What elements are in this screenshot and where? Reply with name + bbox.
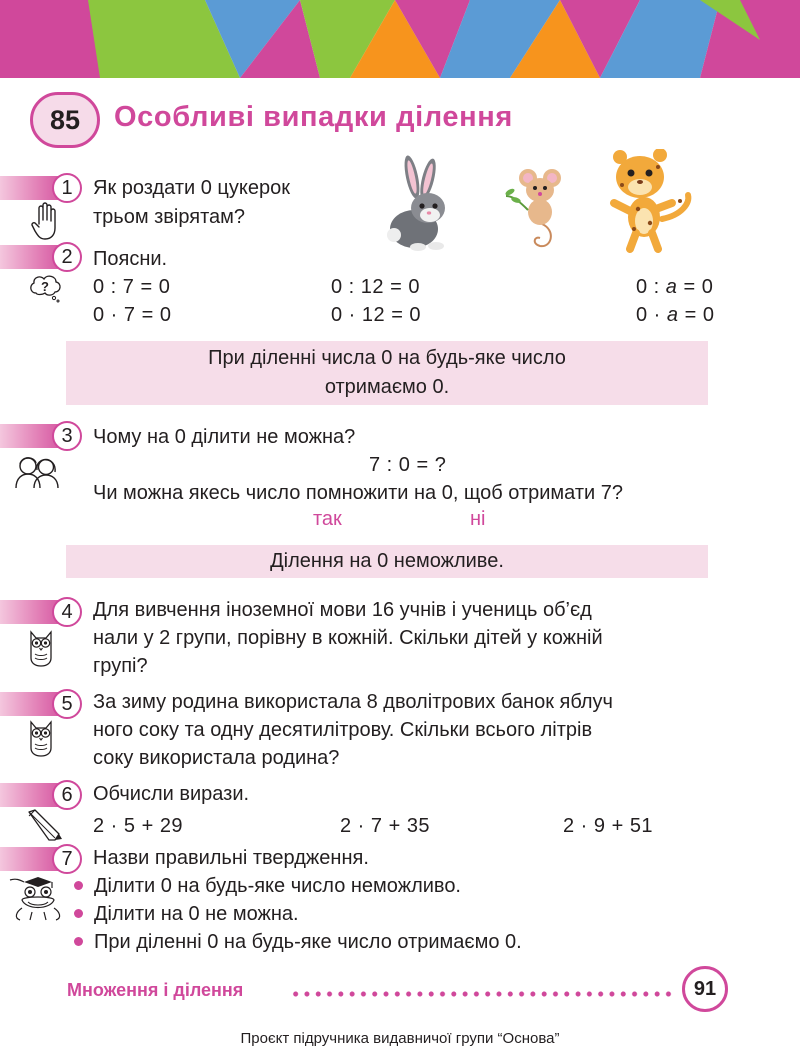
task-3-expression: 7 : 0 = ? <box>369 454 447 476</box>
expr-0-mul-a-prefix: 0 · <box>636 304 667 326</box>
statements-list <box>72 872 522 956</box>
expr-0-div-a-variable: a <box>665 276 678 298</box>
page-number <box>682 966 728 1012</box>
rule-box-division-by-zero: Ділення на 0 неможливе. <box>66 545 708 578</box>
statement-text: Ділити 0 на будь-яке число неможливо. <box>94 875 461 897</box>
task-4-line-1: Для вивчення іноземної мови 16 учнів і учениць об’єд <box>93 599 592 621</box>
footer-dotted-line <box>290 991 676 997</box>
publisher-credit: Проєкт підручника видавничої групи “Основа” <box>240 1030 560 1047</box>
task-4-line-2: нали у 2 групи, порівну в кожній. Скільки дітей у кожній <box>93 627 603 649</box>
task-3-question: Чому на 0 ділити не можна? <box>93 426 356 448</box>
expr-0-mul-12: 0 · 12 = 0 <box>331 304 422 326</box>
rule-1-line-2: отримаємо 0. <box>324 376 450 398</box>
expr-0-mul-a <box>636 301 714 329</box>
task-6-prompt: Обчисли вирази. <box>93 783 250 805</box>
owl-icon <box>27 628 55 668</box>
task-5-line-3: соку використала родина? <box>93 747 340 769</box>
two-people-icon <box>14 452 60 492</box>
task-4-line-3: групі? <box>93 655 148 677</box>
bullet-dot <box>74 937 83 946</box>
bullet-dot <box>74 909 83 918</box>
task-1-line-2: трьом звірятам? <box>93 206 246 228</box>
expr-0-div-12: 0 : 12 = 0 <box>331 276 420 298</box>
question-bubble-icon <box>28 273 64 303</box>
task-2-prompt: Поясни. <box>93 248 168 270</box>
rule-box-division-of-zero <box>66 341 708 405</box>
task-7-prompt: Назви правильні твердження. <box>93 847 369 869</box>
task-4-number: 4 <box>52 597 82 627</box>
page-number-value: 91 <box>693 977 717 1000</box>
pencil-icon <box>25 808 63 842</box>
lesson-number: 85 <box>49 104 81 135</box>
task-3-question-2: Чи можна якесь число помножити на 0, щоб отримати 7? <box>93 482 623 504</box>
expr-0-div-a <box>636 273 713 301</box>
task-1-line-1: Як роздати 0 цукерок <box>93 177 290 199</box>
expr-0-mul-7: 0 · 7 = 0 <box>93 304 172 326</box>
rule-1-line-1: При діленні числа 0 на будь-яке число <box>208 347 566 369</box>
rabbit-illustration <box>384 153 450 253</box>
task-7-number: 7 <box>52 844 82 874</box>
task-2-number: 2 <box>52 242 82 272</box>
statement-item <box>72 872 522 900</box>
answer-yes: так <box>313 508 342 530</box>
leopard-illustration <box>604 149 694 254</box>
hand-icon <box>30 202 60 242</box>
task-5-line-1: За зиму родина використала 8 дволітрових банок яблуч <box>93 691 613 713</box>
expr-0-div-a-prefix: 0 : <box>636 276 666 298</box>
statement-item <box>72 900 522 928</box>
footer-section-title: Множення і ділення <box>67 980 244 1000</box>
lesson-title: Особливі випадки ділення <box>114 101 513 133</box>
owl-icon <box>27 718 55 758</box>
mouse-illustration <box>502 168 570 252</box>
task-3-number: 3 <box>52 421 82 451</box>
svg-text:?: ? <box>41 279 49 294</box>
lesson-number-badge <box>30 92 100 148</box>
expr-0-mul-a-variable: a <box>666 304 679 326</box>
task-6-expr-3: 2 · 9 + 51 <box>563 815 654 837</box>
top-color-banner <box>0 0 800 78</box>
task-5-line-2: ного соку та одну десятилітрову. Скільки всього літрів <box>93 719 593 741</box>
statement-text: При діленні 0 на будь-яке число отримаємо 0. <box>94 931 522 953</box>
task-6-expr-1: 2 · 5 + 29 <box>93 815 184 837</box>
bullet-dot <box>74 881 83 890</box>
frog-graduate-icon <box>8 874 64 922</box>
statement-text: Ділити на 0 не можна. <box>94 903 299 925</box>
expr-0-mul-a-result: = 0 <box>678 304 715 326</box>
expr-0-div-7: 0 : 7 = 0 <box>93 276 171 298</box>
expr-0-div-a-result: = 0 <box>677 276 714 298</box>
task-6-expr-2: 2 · 7 + 35 <box>340 815 431 837</box>
answer-no: ні <box>470 508 486 530</box>
task-5-number: 5 <box>52 689 82 719</box>
task-6-number: 6 <box>52 780 82 810</box>
statement-item <box>72 928 522 956</box>
task-1-number: 1 <box>52 173 82 203</box>
